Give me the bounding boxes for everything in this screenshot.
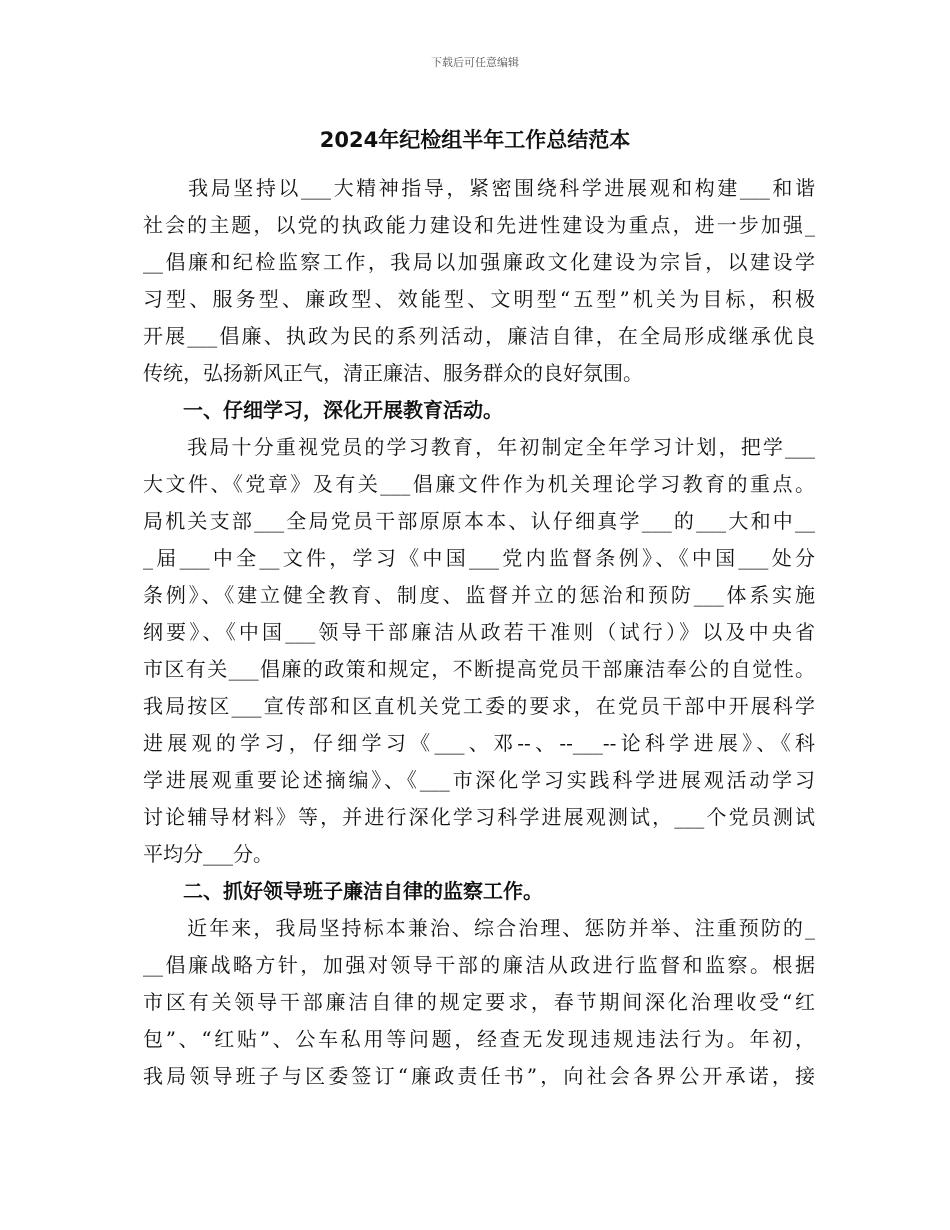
paragraph-line: 平均分___分。 [143,842,273,866]
paragraph-line: __倡廉战略方针，加强对领导干部的廉洁从政进行监督和监察。根据 [143,953,815,977]
paragraph-line: 我局坚持以___大精神指导，紧密围绕科学进展观和构建___和谐 [143,176,815,200]
paragraph-line: 习型、服务型、廉政型、效能型、文明型“五型”机关为目标，积极 [143,287,815,311]
paragraph-line: 社会的主题，以党的执政能力建设和先进性建设为重点，进一步加强_ [143,213,815,237]
paragraph-line: 学进展观重要论述摘编》、《___市深化学习实践科学进展观活动学习 [143,768,815,792]
document-title: 2024年纪检组半年工作总结范本 [319,128,631,152]
paragraph-line: 局机关支部___全局党员干部原原本本、认仔细真学___的___大和中__ [143,509,815,533]
paragraph-line: _届___中全__文件，学习《中国___党内监督条例》、《中国___处分 [143,546,815,570]
paragraph-line: 市区有关领导干部廉洁自律的规定要求，春节期间深化治理收受“红 [143,990,815,1014]
paragraph-line: 我局领导班子与区委签订“廉政责任书”，向社会各界公开承诺，接 [143,1064,815,1088]
paragraph-line: 包”、“红贴”、公车私用等问题，经查无发现违规违法行为。年初， [143,1027,815,1051]
paragraph-line: 条例》、《建立健全教育、制度、监督并立的惩治和预防___体系实施 [143,583,815,607]
paragraph-line: 我局十分重视党员的学习教育，年初制定全年学习计划，把学___ [143,435,815,459]
paragraph-line: 开展___倡廉、执政为民的系列活动，廉洁自律，在全局形成继承优良 [143,324,815,348]
paragraph-line: 纲要》、《中国___领导干部廉洁从政若干准则（试行）》以及中央省 [143,620,815,644]
section-heading-2: 二、抓好领导班子廉洁自律的监察工作。 [143,879,543,903]
header-note: 下载后可任意编辑 [431,56,519,69]
paragraph-line: 市区有关___倡廉的政策和规定，不断提高党员干部廉洁奉公的自觉性。 [143,657,815,681]
paragraph-line: 大文件、《党章》及有关___倡廉文件作为机关理论学习教育的重点。 [143,472,815,496]
paragraph-line: 传统，弘扬新风正气，清正廉洁、服务群众的良好氛围。 [143,361,643,385]
paragraph-line: __倡廉和纪检监察工作，我局以加强廉政文化建设为宗旨，以建设学 [143,250,815,274]
paragraph-line: 进展观的学习，仔细学习《___、邓--、--___--论科学进展》、《科 [143,731,815,755]
paragraph-line: 我局按区___宣传部和区直机关党工委的要求，在党员干部中开展科学 [143,694,815,718]
paragraph-line: 近年来，我局坚持标本兼治、综合治理、惩防并举、注重预防的_ [143,916,815,940]
paragraph-line: 讨论辅导材料》等，并进行深化学习科学进展观测试，___个党员测试 [143,805,815,829]
section-heading-1: 一、仔细学习，深化开展教育活动。 [143,398,503,422]
